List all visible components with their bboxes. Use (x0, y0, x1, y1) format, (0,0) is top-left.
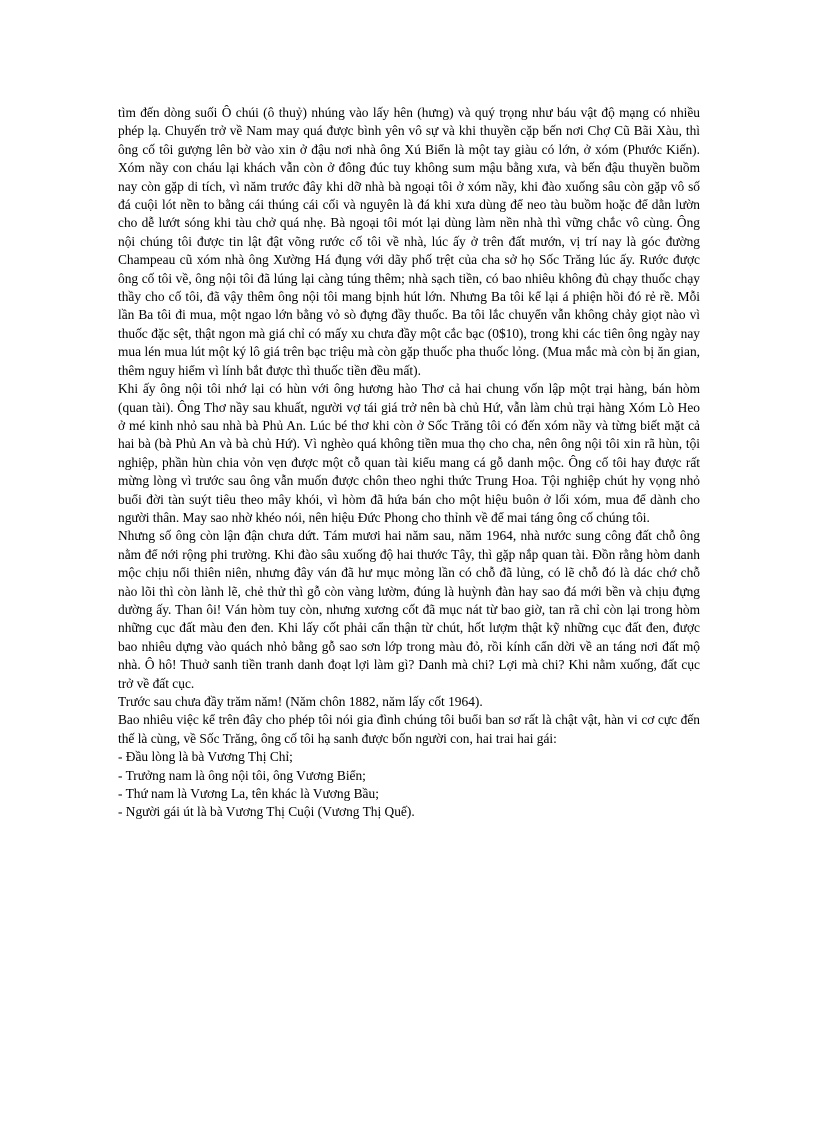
paragraph-5: Bao nhiêu việc kể trên đây cho phép tôi nói gia đình chúng tôi buổi ban sơ rất là chật vật, hàn vi cơ cực đến thế là cùng, về Sốc Trăng, ông cố tôi hạ sanh được bốn người con, hai trai hai gái: (118, 712, 700, 746)
list-item: - Người gái út là bà Vương Thị Cuội (Vương Thị Quế). (118, 804, 415, 820)
paragraph-1: tìm đến dòng suối Ô chúi (ô thuỷ) nhúng vào lấy hên (hưng) và quý trọng như báu vật độ mạng có nhiều phép lạ. Chuyến trở về Nam may quá được bình yên vô sự và khi thuyền cặp bến nơi Chợ Cũ Bãi Xàu, thì ông cố tôi gượng lên bờ vào xin ở đậu nơi nhà ông Xú Biển là một tay giàu có lớn, ở xóm (Phước Kiến). Xóm nầy con cháu lại khách vẫn còn ở đông đúc tuy không sum mậu bằng xưa, và bến đậu thuyền buồm nay còn gặp di tích, vì năm trước đây khi dỡ nhà bà ngoại tôi ở xóm nầy, khi đào xuống sâu còn gặp vô số đá cuội lót nền to bằng cái thúng cái cối và nguyên là đá khi xưa dùng để neo tàu buồm hoặc để dằn lườn cho dễ lướt sóng khi tàu chở quá nhẹ. Bà ngoại tôi mót lại dùng làm nền nhà thì vững chắc vô cùng. Ông nội chúng tôi được tin lật đật võng rước cố tôi về nhà, lúc ấy ở trên đất mướn, vị trí nay là góc đường Champeau cũ xóm nhà ông Xường Há đụng với dãy phố trệt của cha sở họ Sốc Trăng lúc ấy. Rước được ông cố tôi về, ông nội tôi đã lúng lại càng túng thêm; nhà sạch tiền, có bao nhiêu không đủ chạy thuốc chạy thầy cho cố tôi, đã vậy thêm ông nội tôi mang bịnh hút lớn. Nhưng Ba tôi kể lại á phiện hồi đó rẻ rề. Mỗi lần Ba tôi đi mua, một ngao lớn bằng vỏ sò đựng đầy thuốc. Ba tôi lắc chuyển vẫn không chảy giọt nào vì thuốc đặc sệt, thật ngon mà giá chỉ có mấy xu chưa đầy một cắc bạc (0$10), trong khi các tiên ông ngày nay mua lén mua lút một ký lô giá trên bạc triệu mà còn gặp thuốc pha thuốc lỏng. (Mua mắc mà còn bị ăn gian, thêm nguy hiểm vì lính bắt được thì thuốc tiền đều mất). (118, 105, 700, 378)
list-item: - Thứ nam là Vương La, tên khác là Vương Bầu; (118, 786, 379, 802)
paragraph-2: Khi ấy ông nội tôi nhớ lại có hùn với ông hương hào Thơ cả hai chung vốn lập một trại hàng, bán hòm (quan tài). Ông Thơ nầy sau khuất, người vợ tái giá trở nên bà chủ Hứ, vẫn làm chủ trại hàng Xóm Lò Heo ở mé kinh nhỏ sau nhà bà Phủ An. Lúc bé thơ khi còn ở Sốc Trăng tôi có đến xóm nầy và từng biết mặt cả hai bà (bà Phủ An và bà chủ Hứ). Vì nghèo quá không tiền mua thọ cho cha, nên ông nội tôi xin rã hùn, tội nghiệp, phần hùn chia vỏn vẹn được một cỗ quan tài kiểu mang cá gỗ danh mộc. Ông cố tôi hay được rất mừng lòng vì trước sau ông vẫn muốn được chôn theo nghi thức Trung Hoa. Tội nghiệp chút hy vọng nhỏ buổi đời tàn suýt tiêu theo mây khói, vì hòm đã hứa bán cho một hiệu buôn ở lối xóm, mua để dành cho người thân. May sao nhờ khéo nói, nên hiệu Đức Phong cho thỉnh về để mai táng ông cố chúng tôi. (118, 381, 700, 525)
paragraph-4: Trước sau chưa đầy trăm năm! (Năm chôn 1882, năm lấy cốt 1964). (118, 694, 483, 709)
paragraph-3: Nhưng số ông còn lận đận chưa dứt. Tám mươi hai năm sau, năm 1964, nhà nước sung công đất chỗ ông nằm để nới rộng phi trường. Khi đào sâu xuống độ hai thước Tây, thì gặp nắp quan tài. Đồn rằng hòm danh mộc chịu nổi thiên niên, nhưng đây ván đã hư mục mỏng lần có chỗ đã lủng, có lẽ chỗ đó là dác chớ chỗ nào lõi thì còn lành lẽ, chẻ thử thì gỗ còn vàng lườm, đúng là huỳnh đàn hay sao đá mới bền và chịu đựng dường ấy. Than ôi! Ván hòm tuy còn, nhưng xương cốt đã mục nát từ bao giờ, tan rã chỉ còn lại trong hòm những cục đất màu đen đen. Khi lấy cốt phải cẩn thận từ chút, hốt lượm thật kỹ những cục đất đen, được bao nhiêu dựng vào quách nhỏ bằng gỗ sao sơn lớp trong màu đỏ, rồi kính cẩn dời về an táng nơi đất mộ nhà. Ô hô! Thuở sanh tiền tranh danh đoạt lợi làm gì? Danh mà chi? Lợi mà chi? Khi nằm xuống, đất cục trở về đất cục. (118, 528, 700, 691)
document-body (118, 104, 700, 822)
children-list (118, 748, 700, 822)
list-item: - Đầu lòng là bà Vương Thị Chỉ; (118, 749, 293, 765)
list-item: - Trưởng nam là ông nội tôi, ông Vương Biển; (118, 767, 366, 783)
